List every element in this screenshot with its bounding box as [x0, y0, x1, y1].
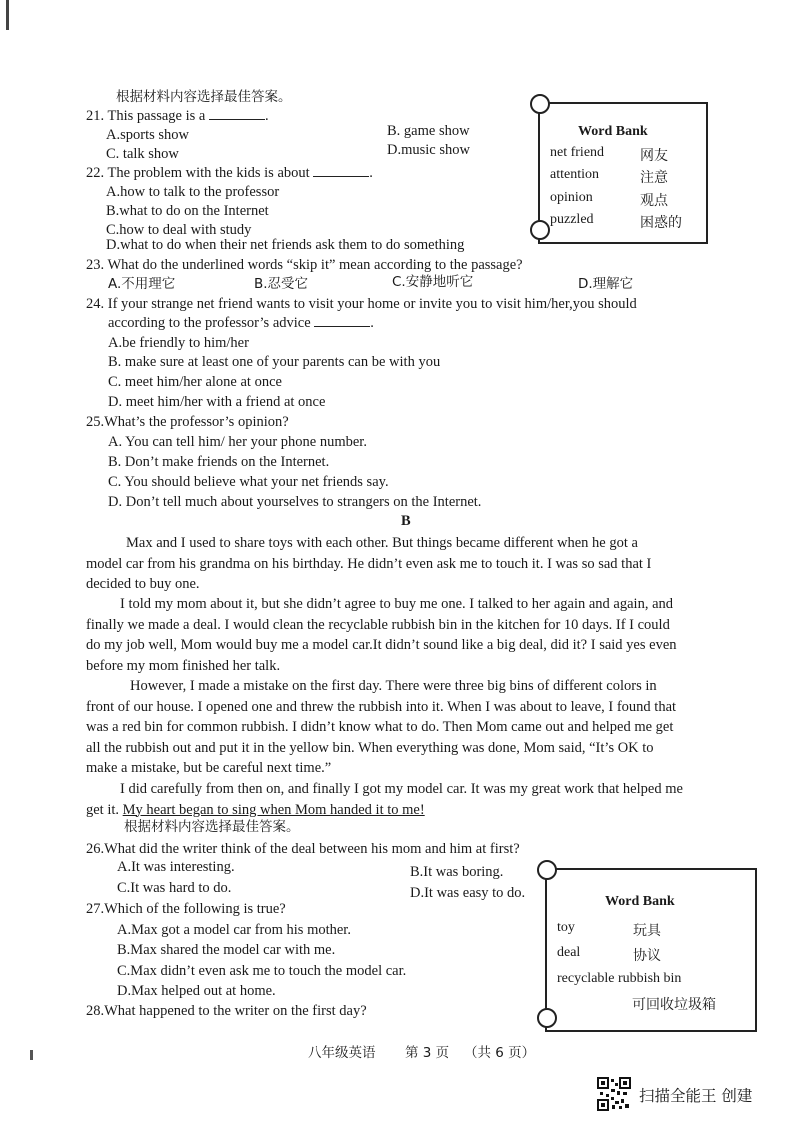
- scanner-watermark: 扫描全能王 创建: [639, 1087, 753, 1105]
- q21-stem: 21. This passage is a .: [86, 108, 269, 124]
- scroll-curl-icon: [530, 94, 550, 114]
- q22-stem: 22. The problem with the kids is about .: [86, 165, 373, 181]
- section-b-heading: B: [401, 513, 411, 529]
- q23-option-d: D.理解它: [578, 276, 634, 292]
- q24-option-a: A.be friendly to him/her: [108, 335, 249, 351]
- word-bank-2-zh: 可回收垃圾箱: [632, 997, 716, 1013]
- scroll-curl-icon: [537, 1008, 557, 1028]
- q26-option-a: A.It was interesting.: [117, 859, 235, 875]
- q23-option-b: B.忍受它: [254, 276, 309, 292]
- word-bank-1-en: opinion: [550, 190, 593, 205]
- underlined-sentence: My heart began to sing when Mom handed it to me!: [122, 801, 425, 818]
- q21-option-b: B. game show: [387, 123, 470, 139]
- q27-option-d: D.Max helped out at home.: [117, 983, 276, 999]
- q27-option-a: A.Max got a model car from his mother.: [117, 922, 351, 938]
- q21-option-a: A.sports show: [106, 127, 189, 143]
- word-bank-2-zh: 玩具: [633, 923, 661, 939]
- q24-option-d: D. meet him/her with a friend at once: [108, 394, 326, 410]
- word-bank-1-zh: 注意: [640, 170, 668, 186]
- q22-option-b: B.what to do on the Internet: [106, 203, 269, 219]
- scroll-curl-icon: [530, 220, 550, 240]
- q26-option-b: B.It was boring.: [410, 864, 504, 880]
- q22-option-c: C.how to deal with study: [106, 222, 252, 238]
- passage-b-paragraph-1: Max and I used to share toys with each other. But things became different when he got a model car from his grandma on his birthday. He didn’t even ask me to touch it. I was so sad that I decided to buy one.: [86, 535, 652, 592]
- instructions-a: 根据材料内容选择最佳答案。: [116, 89, 292, 105]
- q27-option-b: B.Max shared the model car with me.: [117, 942, 336, 958]
- word-bank-2-en: toy: [557, 920, 575, 935]
- scroll-curl-icon: [537, 860, 557, 880]
- instructions-b: 根据材料内容选择最佳答案。: [124, 819, 300, 835]
- q24-stem-cont: according to the professor’s advice .: [108, 315, 374, 331]
- q26-stem: 26.What did the writer think of the deal between his mom and him at first?: [86, 841, 520, 857]
- q25-option-a: A. You can tell him/ her your phone number.: [108, 434, 367, 450]
- passage-b-paragraph-4: I did carefully from then on, and finally I got my model car. It was my great work that helped me get it. My heart began to sing when Mom handed it to me!: [86, 781, 683, 818]
- footer-total: （共 6 页）: [464, 1045, 536, 1061]
- q27-stem: 27.Which of the following is true?: [86, 901, 286, 917]
- q22-option-d: D.what to do when their net friends ask them to do something: [106, 237, 465, 253]
- scan-edge-mark: [30, 1050, 33, 1060]
- q21-option-d: D.music show: [387, 142, 470, 158]
- q25-option-c: C. You should believe what your net friends say.: [108, 474, 389, 490]
- q24-stem: 24. If your strange net friend wants to visit your home or invite you to visit him/her,you should: [86, 296, 637, 312]
- word-bank-2: [537, 860, 759, 1034]
- q23-option-a: A.不用理它: [108, 276, 176, 292]
- word-bank-1: [530, 94, 710, 246]
- q23-option-c: C.安静地听它: [392, 274, 474, 290]
- q27-option-c: C.Max didn’t even ask me to touch the model car.: [117, 963, 407, 979]
- word-bank-1-title: Word Bank: [578, 124, 648, 139]
- q25-stem: 25.What’s the professor’s opinion?: [86, 414, 289, 430]
- footer-subject: 八年级英语: [308, 1045, 376, 1061]
- q25-option-d: D. Don’t tell much about yourselves to strangers on the Internet.: [108, 494, 482, 510]
- word-bank-2-zh: 协议: [633, 948, 661, 964]
- q21-option-c: C. talk show: [106, 146, 179, 162]
- qr-code-icon: [597, 1077, 631, 1111]
- footer-page: 第 3 页: [405, 1045, 450, 1061]
- scan-edge-mark: [6, 0, 9, 30]
- word-bank-2-title: Word Bank: [605, 894, 675, 909]
- word-bank-2-en: recyclable rubbish bin: [557, 971, 682, 986]
- q24-option-b: B. make sure at least one of your parents can be with you: [108, 354, 441, 370]
- passage-b-paragraph-3: However, I made a mistake on the first day. There were three big bins of different colors in front of our house. I opened one and threw the rubbish into it. When I was about to leave, I found that was a red bin for common rubbish. I didn’t know what to do. Then Mom came out and helped me get all the rubbish out and put it in the yellow bin. When everything was done, Mom said, “It’s OK to make a mistake, but be careful next time.”: [86, 678, 677, 776]
- passage-b-paragraph-2: I told my mom about it, but she didn’t agree to buy me one. I talked to her again and again, and finally we made a deal. I would clean the recyclable rubbish bin in the kitchen for 10 days. If I could do my job well, Mom would buy me a model car.It didn’t sound like a big deal, did it? I said yes even before my mom finished her talk.: [86, 596, 677, 674]
- q24-option-c: C. meet him/her alone at once: [108, 374, 282, 390]
- word-bank-1-en: net friend: [550, 145, 605, 160]
- word-bank-1-en: puzzled: [550, 212, 594, 227]
- word-bank-2-en: deal: [557, 945, 581, 960]
- word-bank-1-zh: 网友: [640, 148, 668, 164]
- q22-option-a: A.how to talk to the professor: [106, 184, 280, 200]
- word-bank-1-en: attention: [550, 167, 599, 182]
- word-bank-1-zh: 困惑的: [640, 215, 682, 231]
- word-bank-1-zh: 观点: [640, 193, 668, 209]
- q26-option-c: C.It was hard to do.: [117, 880, 232, 896]
- q23-stem: 23. What do the underlined words “skip it” mean according to the passage?: [86, 257, 523, 273]
- q28-stem: 28.What happened to the writer on the first day?: [86, 1003, 367, 1019]
- q26-option-d: D.It was easy to do.: [410, 885, 526, 901]
- q25-option-b: B. Don’t make friends on the Internet.: [108, 454, 330, 470]
